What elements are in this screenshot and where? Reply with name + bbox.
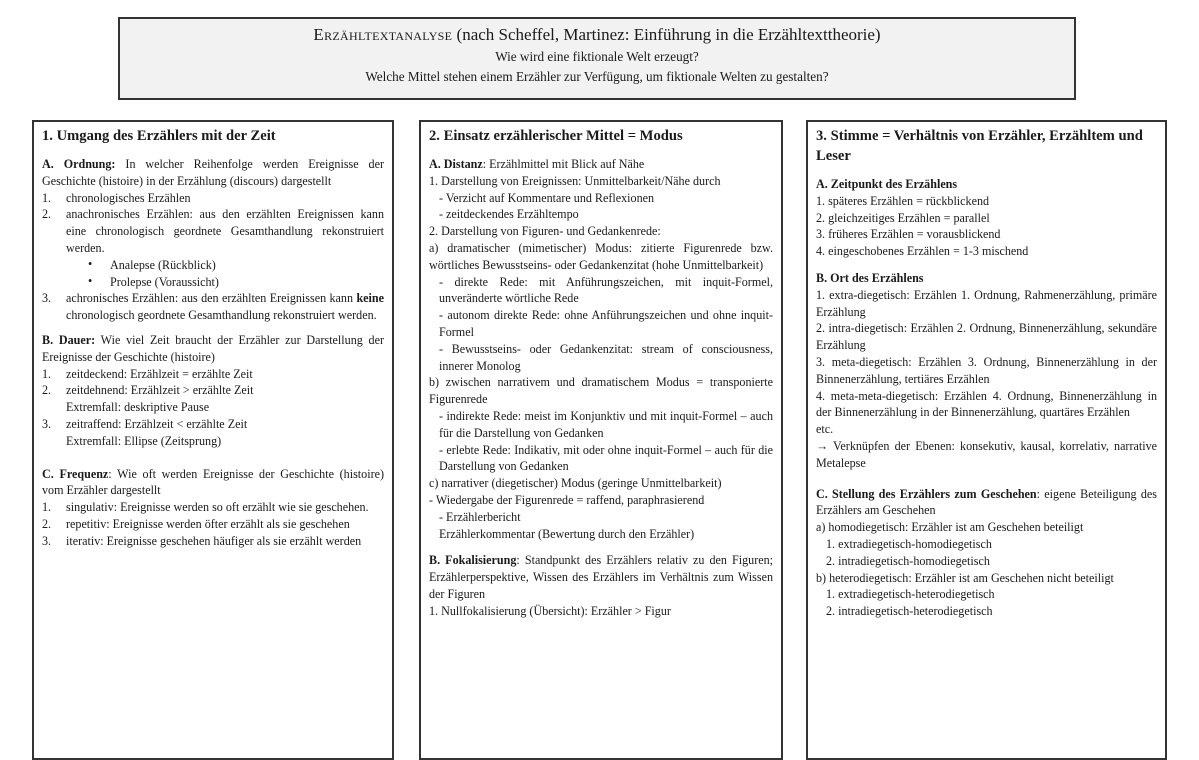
text-line: 1. extradiegetisch-heterodiegetisch xyxy=(826,587,995,602)
list-item: 3. achronisches Erzählen: aus den erzählten Ereignissen kann keine chronologisch geordnete Gesamthandlung rekonstruiert werden. xyxy=(42,291,384,323)
list-item: 2. zeitdehnend: Erzählzeit > erzählte Zeit xyxy=(42,383,254,398)
list-item: 2. repetitiv: Ereignisse werden öfter erzählt als sie geschehen xyxy=(42,516,350,531)
section-text: In welcher Reihenfolge werden Ereignisse der Geschichte (histoire) in der Erzählung (discours) dargestellt xyxy=(42,157,384,188)
section-text: : Wie oft werden Ereignisse der Geschichte (histoire) vom Erzähler dargestellt xyxy=(42,466,384,498)
section-heading: C. Frequenz xyxy=(42,466,109,481)
list-note: Extremfall: Ellipse (Zeitsprung) xyxy=(66,433,222,448)
list-item: 3. iterativ: Ereignisse geschehen häufiger als sie erzählt werden xyxy=(42,533,362,548)
list-item: 1. singulativ: Ereignisse werden so oft erzählt wie sie geschehen. xyxy=(42,500,369,515)
section-dauer xyxy=(42,332,384,366)
section-fokalisierung xyxy=(429,552,773,602)
text-line: → Verknüpfen der Ebenen: konsekutiv, kausal, korrelativ, narrative Metalepse xyxy=(816,438,1157,470)
section-heading: A. Zeitpunkt des Erzählens xyxy=(816,177,958,191)
bullet-icon: • xyxy=(88,256,93,271)
text-line: - Erzählerbericht xyxy=(439,509,521,524)
text-line: b) heterodiegetisch: Erzähler ist am Geschehen nicht beteiligt xyxy=(816,570,1114,585)
text-line: - autonom direkte Rede: ohne Anführungszeichen und ohne inquit-Formel xyxy=(439,308,773,339)
question-2: Welche Mittel stehen einem Erzähler zur Verfügung, um fiktionale Welten zu gestalten? xyxy=(365,69,829,84)
text-line: 4. meta-meta-diegetisch: Erzählen 4. Ordnung, Binnenerzählung in der Binnenerzählung in der Binnenerzählung, quartäres Erzählen xyxy=(816,388,1157,420)
section-heading: B. Fokalisierung xyxy=(429,553,517,568)
bullet-icon: • xyxy=(88,273,93,288)
text-line: 1. späteres Erzählen = rückblickend xyxy=(816,193,990,208)
bullet-item: • Prolepse (Voraussicht) xyxy=(88,273,219,289)
text-line: b) zwischen narrativem und dramatischem Modus = transponierte Figurenrede xyxy=(429,375,773,407)
document-title xyxy=(120,23,1074,47)
text-line: - Wiedergabe der Figurenrede = raffend, paraphrasierend xyxy=(429,492,705,507)
text-line: - indirekte Rede: meist im Konjunktiv und mit inquit-Formel – auch für die Darstellung von Gedanken xyxy=(439,408,773,440)
title-box xyxy=(118,17,1076,100)
text-line: 2. Darstellung von Figuren- und Gedankenrede: xyxy=(429,224,661,239)
title-rest: (nach Scheffel, Martinez: Einführung in die Erzähltexttheorie) xyxy=(452,25,881,44)
text-line: c) narrativer (diegetischer) Modus (geringe Unmittelbarkeit) xyxy=(429,476,722,491)
text-line: a) homodiegetisch: Erzähler ist am Geschehen beteiligt xyxy=(816,520,1084,535)
text-line: - erlebte Rede: Indikativ, mit oder ohne inquit-Formel – auch für die Darstellung von Gedanken xyxy=(439,442,773,474)
title-caps: Erzähltextanalyse xyxy=(313,25,453,44)
list-item: 1. zeitdeckend: Erzählzeit = erzählte Zeit xyxy=(42,366,253,381)
list-item: 2. anachronisches Erzählen: aus den erzählten Ereignissen kann eine chronologisch geordnete Gesamthandlung rekonstruiert werden. xyxy=(42,207,384,255)
section-frequenz xyxy=(42,466,384,500)
column-stimme xyxy=(806,120,1167,760)
column-title: 2. Einsatz erzählerischer Mittel = Modus xyxy=(429,128,683,144)
section-text: Wie viel Zeit braucht der Erzähler zur Darstellung der Ereignisse der Geschichte (histoire) xyxy=(42,332,384,364)
column-modus xyxy=(419,120,783,760)
text-line: 3. meta-diegetisch: Erzählen 3. Ordnung, Binnenerzählung in der Binnenerzählung, tertiäres Erzählen xyxy=(816,354,1157,386)
text-line: 2. gleichzeitiges Erzählen = parallel xyxy=(816,210,990,225)
text-line: 4. eingeschobenes Erzählen = 1-3 mischend xyxy=(816,244,1029,259)
question-1: Wie wird eine fiktionale Welt erzeugt? xyxy=(495,49,699,64)
column-title: 1. Umgang des Erzählers mit der Zeit xyxy=(42,128,276,144)
section-heading: B. Ort des Erzählens xyxy=(816,270,924,285)
bullet-item: • Analepse (Rückblick) xyxy=(88,256,216,272)
text-line: a) dramatischer (mimetischer) Modus: zitierte Figurenrede bzw. wörtliches Bewusstseins- oder Gedankenzitat (hohe Unmittelbarkeit) xyxy=(429,240,773,272)
section-stellung xyxy=(816,486,1157,520)
list-note: Extremfall: deskriptive Pause xyxy=(66,400,210,415)
text-line: etc. xyxy=(816,422,834,437)
section-text: : eigene Beteiligung des Erzählers am Geschehen xyxy=(816,486,1157,518)
text-line: - Verzicht auf Kommentare und Reflexionen xyxy=(439,190,655,205)
text-line: 1. extradiegetisch-homodiegetisch xyxy=(826,536,992,551)
section-text: : Erzählmittel mit Blick auf Nähe xyxy=(482,157,645,171)
list-item: 3. zeitraffend: Erzählzeit < erzählte Zeit xyxy=(42,416,248,431)
text-line: - zeitdeckendes Erzähltempo xyxy=(439,207,579,222)
list-item: 1. chronologisches Erzählen xyxy=(42,190,191,205)
text-line: - Bewusstseins- oder Gedankenzitat: stream of consciousness, innerer Monolog xyxy=(439,341,773,373)
section-ordnung xyxy=(42,156,384,190)
text-line: 2. intra-diegetisch: Erzählen 2. Ordnung, Binnenerzählung, sekundäre Erzählung xyxy=(816,321,1157,353)
section-heading: A. Ordnung: xyxy=(42,157,116,171)
section-heading: C. Stellung des Erzählers zum Geschehen xyxy=(816,486,1037,501)
text-line: Erzählerkommentar (Bewertung durch den Erzähler) xyxy=(439,526,695,541)
text-line: 2. intradiegetisch-homodiegetisch xyxy=(826,553,990,568)
column-time xyxy=(32,120,394,760)
section-text: : Standpunkt des Erzählers relativ zu den Figuren; Erzählerperspektive, Wissen des Erzählers im Verhältnis zum Wissen der Figuren xyxy=(429,553,773,601)
text-line: 2. intradiegetisch-heterodiegetisch xyxy=(826,604,993,619)
section-heading: B. Dauer: xyxy=(42,332,96,347)
section-distanz xyxy=(429,156,773,173)
text-line: 1. Darstellung von Ereignissen: Unmittelbarkeit/Nähe durch xyxy=(429,173,721,188)
section-heading: A. Distanz xyxy=(429,157,483,171)
text-line: - direkte Rede: mit Anführungszeichen, mit inquit-Formel, unveränderte wörtliche Rede xyxy=(439,274,773,306)
text-line: 3. früheres Erzählen = vorausblickend xyxy=(816,227,1001,242)
text-line: 1. Nullfokalisierung (Übersicht): Erzähler > Figur xyxy=(429,603,671,618)
column-title: 3. Stimme = Verhältnis von Erzähler, Erzähltem und Leser xyxy=(816,128,1143,164)
text-line: 1. extra-diegetisch: Erzählen 1. Ordnung, Rahmenerzählung, primäre Erzählung xyxy=(816,287,1157,319)
